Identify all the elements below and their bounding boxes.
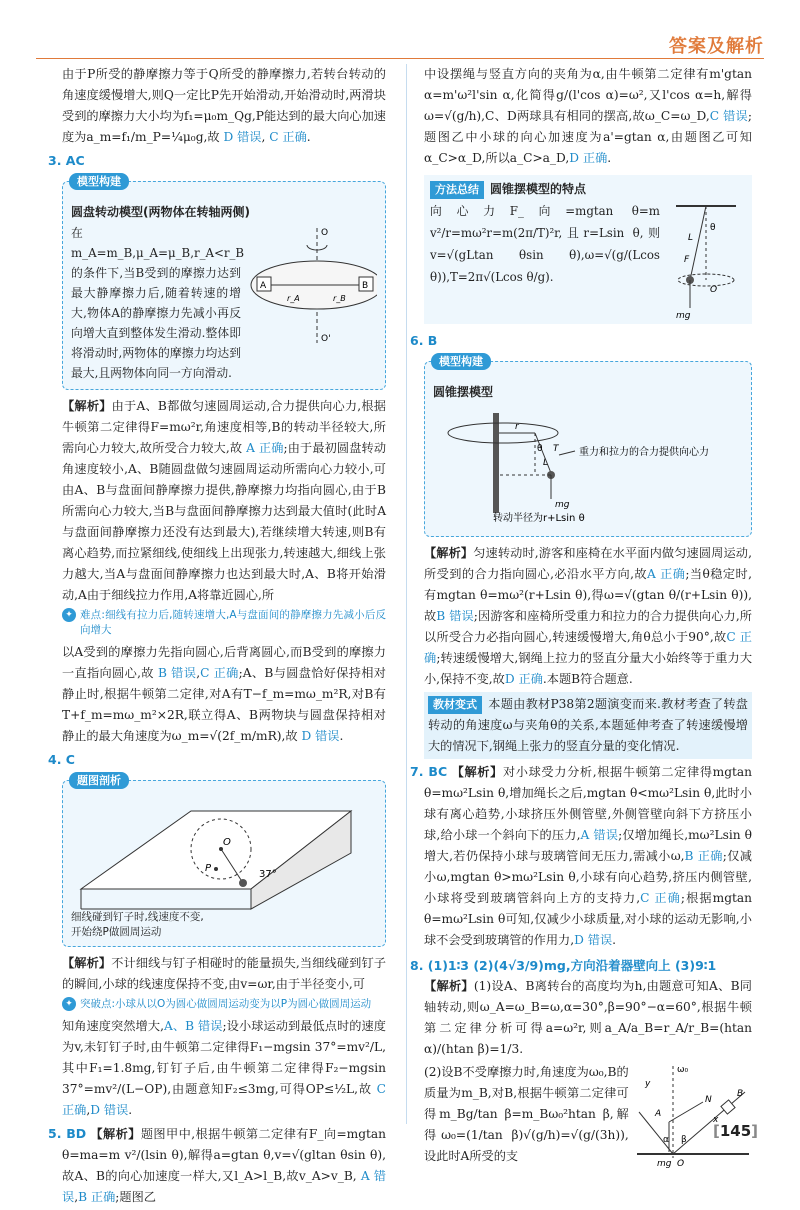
label-w0: ω₀	[676, 1065, 688, 1075]
header-rule	[36, 58, 764, 59]
q3-number: 3. AC	[48, 153, 85, 168]
intro-d-wrong: D 错误	[223, 130, 262, 144]
label-l: L	[688, 233, 694, 243]
lightbulb-icon: ✦	[62, 608, 76, 622]
label-o: O	[223, 837, 231, 848]
label-o: O	[676, 1159, 684, 1169]
q3-a-correct: A 正确	[246, 441, 284, 455]
label-r: r	[515, 422, 519, 432]
q3-model-box	[62, 175, 386, 390]
method-tag: 方法总结	[430, 181, 484, 199]
q3-note: ✦ 难点:细线有拉力后,随转速增大,A与盘面间的静摩擦力先减小后反向增大	[80, 608, 386, 638]
q7-number: 7. BC	[410, 764, 448, 779]
column-divider	[406, 64, 407, 1124]
label-o: O	[710, 285, 718, 295]
label-n: N	[704, 1095, 712, 1105]
q6-analysis: 【解析】匀速转动时,游客和座椅在水平面内做匀速圆周运动,所受到的合力指向圆心,必沿水平方向,故A 正确;当θ稳定时,有mgtan θ=mω²(r+Lsin θ),得ω=√(gtan θ/(r+Lsin θ)),故B 错误;因游客和座椅所受重力和拉力的合力提供向心力,所以所受合力必指向圆心,转速缓慢增大,角θ总小于90°,故C 正确;转速缓慢增大,钢绳上拉力的竖直分量大小始终等于重力大小,保持不变,故D 正确.本题B符合题意.	[424, 546, 753, 686]
ball	[239, 879, 247, 887]
intro-paragraph: 由于P所受的静摩擦力等于Q所受的静摩擦力,若转台转动的角速度缓慢增大,则Q一定比P先开始滑动,开始滑动时,两滑块受到的摩擦力大小均为f₁=μ₀m_Qg,P能达到的最大向心加速度为a_m=f₁/m_P=¼μ₀g,故 D 错误, C 正确.	[62, 67, 386, 144]
q7-analysis: 7. BC 【解析】对小球受力分析,根据牛顿第二定律得mgtan θ=mω²Lsin θ,增加绳长之后,mgtan θ<mω²Lsin θ,此时小球有离心趋势,小球挤压外侧管壁,外侧管壁向斜下方挤压小球,给小球一个斜向下的压力,A 错误;仅增加绳长,mω²Lsin θ增大,若仍保持小球与玻璃管间无压力,需减小ω,B 正确;仅减小ω,mgtan θ>mω²Lsin θ,小球有向心趋势,挤压内侧管壁,小球将受到玻璃管斜向上方的支持力,C 正确;根据mgtan θ=mω²Lsin θ可知,仅减少小球质量,对小球的运动无影响,小球不会受到玻璃管的作用力,D 错误.	[410, 764, 753, 947]
label-mg: mg	[555, 500, 570, 510]
label-p: P	[205, 863, 212, 874]
q5-d-correct: D 正确	[569, 151, 608, 165]
q7-b-correct: B 正确	[684, 849, 723, 863]
label-a: A	[260, 281, 267, 291]
q6-b-wrong: B 错误	[436, 609, 474, 623]
q6-model-box	[424, 355, 752, 537]
q3-b-wrong: B 错误	[158, 666, 197, 680]
incline-diagram	[71, 797, 371, 917]
label-x: x	[712, 1115, 719, 1125]
pole	[493, 413, 499, 513]
method-title: 圆锥摆模型的特点	[490, 182, 587, 196]
variant-note: 教材变式 本题由教材P38第2题演变而来.教材考查了转盘转动的角速度ω与夹角θ的关系,本题延伸考查了转速缓慢增大的情况下,钢绳上张力的竖直分量的变化情况.	[424, 692, 752, 759]
label-a: A	[654, 1109, 661, 1119]
label-beta: β	[680, 1135, 687, 1145]
bowl-force-diagram	[633, 1062, 752, 1172]
force-n	[669, 1102, 703, 1122]
q8-analysis-2: (2)设B不受摩擦力时,角速度为ω₀,B的质量为m_B,对B,根据牛顿第二定律可得m_Bg/tan β=m_Bω₀²htan β,解得ω₀=(1/tan β)√(g/h)=√(g/(3h)),设此时A所受的支	[424, 1065, 629, 1163]
q4-note: ✦ 突破点:小球从以O为圆心做圆周运动变为以P为圆心做圆周运动	[80, 997, 386, 1012]
label-theta: θ	[537, 444, 543, 454]
method-text: 向心力F_向=mgtan θ=m v²/r=mω²r=m(2π/T)²r,且r=Lsin θ,则v=√(gLtan θsin θ),ω=√(g/(Lcos θ)),T=2π√(Lcos θ/g).	[430, 204, 660, 284]
q5-a-wrong: A 错误	[62, 1169, 386, 1204]
label-o: O	[321, 228, 329, 238]
q3-box-text: 在m_A=m_B,μ_A=μ_B,r_A<r_B的条件下,当B受到的摩擦力达到最大静摩擦力后,随着转速的增大,物体A的静摩擦力先减小再反向增大直到整体发生滑动.整体即将滑动时,两物体的摩擦力均达到最大,且两物体向同一方向滑动.	[71, 226, 245, 380]
q8-number: 8. (1)1∶3 (2)(4√3/9)mg,方向沿着器壁向上 (3)9∶1	[410, 958, 717, 973]
page-number: [145]	[712, 1122, 758, 1140]
q4-analysis-cont: 知角速度突然增大,A、B 错误;设小球运动到最低点时的速度为v,未钉钉子时,由牛顿第二定律得F₁−mgsin 37°=mv²/L,其中F₁=1.8mg,钉钉子后,由牛顿第二定律得F₂−mgsin 37°=mv²/(L−OP),由题意知F₂≤3mg,可得OP≤½L,故 C 正确,D 错误.	[62, 1019, 386, 1117]
q3-analysis: 【解析】由于A、B都做匀速圆周运动,合力提供向心力,根据牛顿第二定律得F=mω²r,角速度相等,B的转动半径较大,所需向心力较大,故所受合力较大,故 A 正确;由于最初圆盘转动角速度较小,A、B随圆盘做匀速圆周运动所需向心力较小,可由A、B与盘面间静摩擦力提供,静摩擦力均指向圆心,由于B所需向心力较大,当B与盘面间静摩擦力达到最大值时(此时A与盘面间静摩擦力还没有达到最大),若继续增大转速,则B有离心趋势,而拉紧细线,使细线上出现张力,转速越大,细线上张力越大,当A与盘面间静摩擦力也达到最大时,A、B将开始滑动,A由于细线拉力作用,A将靠近圆心,所	[62, 399, 387, 602]
label-theta: θ	[710, 223, 716, 233]
q4-caption-2: 开始绕P做圆周运动	[71, 926, 162, 938]
conical-pendulum-diagram	[666, 200, 746, 320]
label-angle: 37°	[259, 869, 277, 880]
header-title: 答案及解析	[669, 36, 764, 57]
q4-number: 4. C	[48, 752, 75, 767]
q6-c-correct: C 正确	[424, 630, 752, 665]
q3-d-wrong: D 错误	[301, 729, 340, 743]
pendulum-string	[690, 206, 706, 280]
label-t: T	[553, 444, 559, 454]
q8-analysis-1: 【解析】(1)设A、B离转台的高度均为h,由题意可知A、B同轴转动,则ω_A=ω_B=ω,α=30°,β=90°−α=60°,根据牛顿第二定律分析可得a=ω²r,则a_A/a_B=r_A/r_B=(htan α)/(htan β)=1/3.	[424, 979, 752, 1056]
q6-number: 6. B	[410, 333, 438, 348]
q5-analysis: 5. BD 【解析】题图甲中,根据牛顿第二定律有F_向=mgtan θ=ma=m v²/(lsin θ),解得a=gtan θ,v=√(gltan θsin θ),故A、B的向心加速度一样大,又l_A>l_B,故v_A>v_B, A 错误,B 正确;题图乙	[48, 1126, 387, 1204]
q4-figure-box	[62, 774, 386, 947]
intro-c-correct: C 正确	[269, 130, 307, 144]
right-column	[410, 64, 753, 1172]
q7-c-correct: C 正确	[640, 891, 681, 905]
q6-d-correct: D 正确	[504, 672, 543, 686]
q3-box-label: 模型构建	[69, 173, 129, 190]
q6-fig-note: 重力和拉力的合力提供向心力	[579, 447, 709, 458]
q3-analysis-cont: 以A受到的摩擦力先指向圆心,后背离圆心,而B受到的摩擦力一直指向圆心,故 B 错误,C 正确;A、B与圆盘恰好保持相对静止时,根据牛顿第二定律,对A有T−f_m=mω_m²R,对B有T+f_m=mω_m²×2R,联立得A、B两物块与圆盘保持相对静止的最大角速度为ω_m=√(2f_m/mR),故 D 错误.	[62, 645, 386, 743]
nail	[214, 867, 218, 871]
q4-ab-wrong: A、B 错误	[163, 1019, 223, 1033]
q5-cont: 中设摆绳与竖直方向的夹角为α,由牛顿第二定律有m'gtan α=m'ω²l'sin α,化简得g/(l'cos α)=ω²,又l'cos α=h,解得ω=√(g/h),C、D两球具有相同的摆高,故ω_C=ω_D,C 错误;题图乙中小球的向心加速度为a'=gtan α,由题图乙可知α_C>α_D,所以a_C>a_D,D 正确.	[424, 67, 753, 165]
label-alpha: α	[662, 1135, 669, 1145]
variant-tag: 教材变式	[428, 696, 482, 714]
label-mg: mg	[656, 1159, 672, 1169]
q6-fig-caption: 转动半径为r+Lsin θ	[493, 513, 585, 523]
q4-c-correct: C 正确	[62, 1082, 386, 1117]
label-y: y	[644, 1079, 651, 1089]
swing-ride-diagram	[433, 403, 743, 523]
lightbulb-icon: ✦	[62, 997, 76, 1011]
q3-c-correct: C 正确	[200, 666, 239, 680]
q4-caption-1: 细线碰到钉子时,线速度不变,	[71, 911, 204, 923]
q5-number: 5. BD	[48, 1126, 87, 1141]
q4-d-wrong: D 错误	[90, 1103, 129, 1117]
q5-b-correct: B 正确	[78, 1190, 116, 1204]
q7-a-wrong: A 错误	[580, 828, 619, 842]
label-ra: r_A	[287, 294, 300, 303]
label-mg: mg	[676, 311, 691, 320]
label-b: B	[362, 281, 369, 291]
q6-box-title: 圆锥摆模型	[433, 385, 494, 399]
label-l: L	[543, 458, 549, 468]
q5-c-wrong: C 错误	[709, 109, 748, 123]
method-summary	[424, 175, 752, 324]
q6-a-correct: A 正确	[647, 567, 686, 581]
q6-box-label: 模型构建	[431, 353, 491, 370]
turntable-diagram	[247, 223, 377, 353]
q3-box-title: 圆盘转动模型(两物体在转轴两侧)	[71, 205, 250, 219]
label-o-prime: O'	[321, 334, 331, 344]
left-column	[48, 64, 387, 1210]
label-f: F	[684, 255, 690, 265]
q7-d-wrong: D 错误	[574, 933, 613, 947]
q4-box-label: 题图剖析	[69, 772, 129, 789]
q4-analysis: 【解析】不计细线与钉子相碰时的能量损失,当细线碰到钉子的瞬间,小球的线速度保持不变,由v=ωr,由于半径变小,可	[62, 956, 386, 991]
label-b: B	[736, 1089, 743, 1099]
label-rb: r_B	[333, 294, 346, 303]
